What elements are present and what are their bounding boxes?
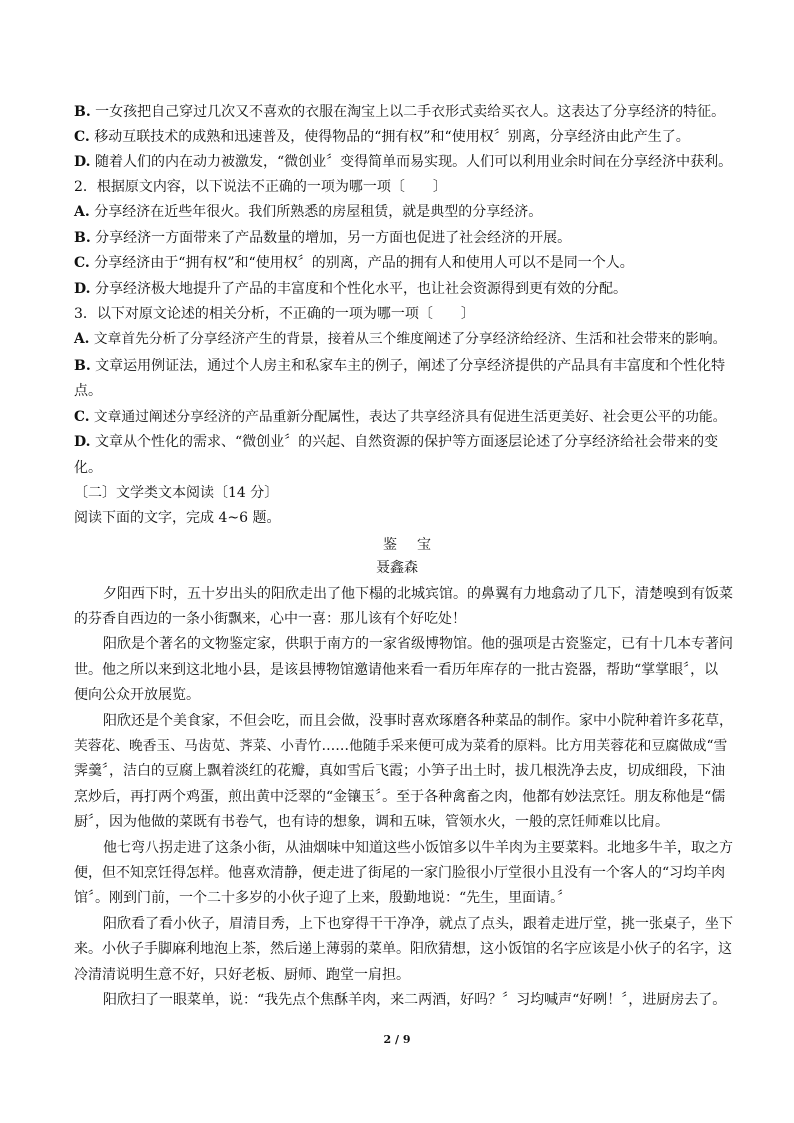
q3-option-d bbox=[74, 432, 734, 452]
option-label: C. bbox=[74, 255, 90, 271]
option-label: C. bbox=[74, 409, 90, 425]
story-line: 馆〞。刚到门前，一个二十多岁的小伙子迎了上来，殷勤地说：“先生，里面请。〞 bbox=[74, 890, 572, 906]
option-label: A. bbox=[74, 331, 90, 347]
option-text: 分享经济一方面带来了产品数量的增加，另一方面也促进了社会经济的开展。 bbox=[95, 230, 572, 246]
option-text: 文章从个性化的需求、“微创业〞的兴起、自然资源的保护等方面逐层论述了分享经济给社会带来的变 bbox=[94, 434, 719, 450]
q2-option-c bbox=[74, 253, 734, 273]
story-line: 夕阳西下时，五十岁出头的阳欣走出了他下榻的北城宾馆。的鼻翼有力地翕动了几下，清楚嗅到有饭菜 bbox=[103, 586, 733, 602]
story-line: 芙蓉花、晚香玉、马齿苋、荠菜、小青竹……他随手采来便可成为菜肴的原料。比方用芙蓉花和豆腐做成“雪 bbox=[74, 738, 728, 754]
story-line: 世。他之所以来到这北地小县，是该县博物馆邀请他来看一看历年库存的一批古瓷器，帮助“掌掌眼〞，以 bbox=[74, 662, 719, 678]
q2-option-b bbox=[74, 228, 734, 248]
option-label: A. bbox=[74, 204, 90, 220]
story-line: 厨〞，因为他做的菜既有书卷气，也有诗的想象，调和五味，管领水火，一般的烹饪师难以比肩。 bbox=[74, 814, 669, 830]
option-text: 随着人们的内在动力被激发，“微创业〞变得简单而易实现。人们可以利用业余时间在分享经济中获利。 bbox=[94, 154, 733, 170]
section-instruction: 阅读下面的文字，完成 4~6 题。 bbox=[74, 510, 281, 526]
option-text: 分享经济在近些年很火。我们所熟悉的房屋租赁，就是典型的分享经济。 bbox=[94, 204, 543, 220]
q3-option-c bbox=[74, 407, 734, 427]
story-line: 阳欣扫了一眼菜单，说：“我先点个焦酥羊肉，来二两酒，好吗？〞习均喊声“好咧！〞，进厨房去了。 bbox=[103, 992, 727, 1008]
q3-option-b-cont: 点。 bbox=[74, 383, 102, 399]
story-author: 聂鑫森 bbox=[376, 560, 418, 576]
story-title: 鉴宝 bbox=[383, 537, 451, 553]
option-text: 分享经济极大地提升了产品的丰富度和个性化水平，也让社会资源得到更有效的分配。 bbox=[94, 281, 627, 297]
option-text: 分享经济由于“拥有权”和“使用权〞的别离，产品的拥有人和使用人可以不是同一个人。 bbox=[94, 255, 634, 271]
q3-option-b bbox=[74, 356, 734, 376]
option-label: B. bbox=[74, 358, 91, 374]
story-line: 便向公众开放展览。 bbox=[74, 687, 200, 703]
q2-stem: 2．根据原文内容，以下说法不正确的一项为哪一项〔 〕 bbox=[74, 179, 447, 195]
q3-stem: 3．以下对原文论述的相关分析，不正确的一项为哪一项〔 〕 bbox=[74, 306, 475, 322]
option-label: D. bbox=[74, 281, 91, 297]
story-line: 他七弯八拐走进了这条小街，从油烟味中知道这些小饭馆多以牛羊肉为主要菜料。北地多牛羊，取之方 bbox=[103, 840, 733, 856]
story-line: 阳欣还是个美食家，不但会吃，而且会做，没事时喜欢琢磨各种菜品的制作。家中小院种着许多花草， bbox=[103, 713, 733, 729]
option-label: D. bbox=[74, 154, 91, 170]
option-label: B. bbox=[74, 230, 91, 246]
page-number: 2 / 9 bbox=[383, 1033, 411, 1046]
q1-option-b bbox=[74, 102, 734, 122]
q1-option-d bbox=[74, 152, 734, 172]
story-line: 冷清清说明生意不好，只好老板、厨师、跑堂一肩担。 bbox=[74, 967, 410, 983]
q3-option-a bbox=[74, 329, 734, 349]
section-heading: 〔二〕文学类文本阅读〔14 分〕 bbox=[74, 485, 279, 501]
story-line: 阳欣是个著名的文物鉴定家，供职于南方的一家省级博物馆。他的强项是古瓷鉴定，已有十几本专著问 bbox=[103, 636, 733, 652]
option-label: C. bbox=[74, 129, 90, 145]
q2-option-d bbox=[74, 279, 734, 299]
story-line: 的芬香自西边的一条小街飘来，心中一喜：那儿该有个好吃处！ bbox=[74, 611, 466, 627]
q1-option-c bbox=[74, 127, 734, 147]
option-label: D. bbox=[74, 434, 91, 450]
story-line: 霁羹〞，洁白的豆腐上飘着淡红的花瓣，真如雪后飞霞；小笋子出土时，拔几根洗净去皮，切成细段，下油 bbox=[74, 763, 725, 779]
q2-option-a bbox=[74, 202, 734, 222]
option-label: B. bbox=[74, 104, 91, 120]
story-line: 来。小伙子手脚麻利地泡上茶，然后递上薄弱的菜单。阳欣猜想，这小饭馆的名字应该是小伙子的名字，这 bbox=[74, 941, 732, 957]
option-text: 文章运用例证法，通过个人房主和私家车主的例子，阐述了分享经济提供的产品具有丰富度和个性化特 bbox=[95, 358, 726, 374]
story-line: 阳欣看了看小伙子，眉清目秀，上下也穿得干干净净，就点了点头，跟着走进厅堂，挑一张桌子，坐下 bbox=[103, 916, 733, 932]
story-line: 便，但不知烹饪得怎样。他喜欢清静，便走进了街尾的一家门脸很小厅堂很小且没有一个客人的“习均羊肉 bbox=[74, 865, 726, 881]
option-text: 一女孩把自己穿过几次又不喜欢的衣服在淘宝上以二手衣形式卖给买衣人。这表达了分享经济的特征。 bbox=[95, 104, 726, 120]
option-text: 移动互联技术的成熟和迅速普及，使得物品的“拥有权”和“使用权〞别离，分享经济由此产生了。 bbox=[94, 129, 690, 145]
q3-option-d-cont: 化。 bbox=[74, 460, 102, 476]
story-line: 烹炒后，再打两个鸡蛋，煎出黄中泛翠的“金镶玉〞。至于各种禽畜之肉，他都有妙法烹饪。朋友称他是“儒 bbox=[74, 789, 726, 805]
option-text: 文章通过阐述分享经济的产品重新分配属性，表达了共享经济具有促进生活更美好、社会更公平的功能。 bbox=[93, 409, 727, 425]
option-text: 文章首先分析了分享经济产生的背景，接着从三个维度阐述了分享经济给经济、生活和社会带来的影响。 bbox=[93, 331, 727, 347]
